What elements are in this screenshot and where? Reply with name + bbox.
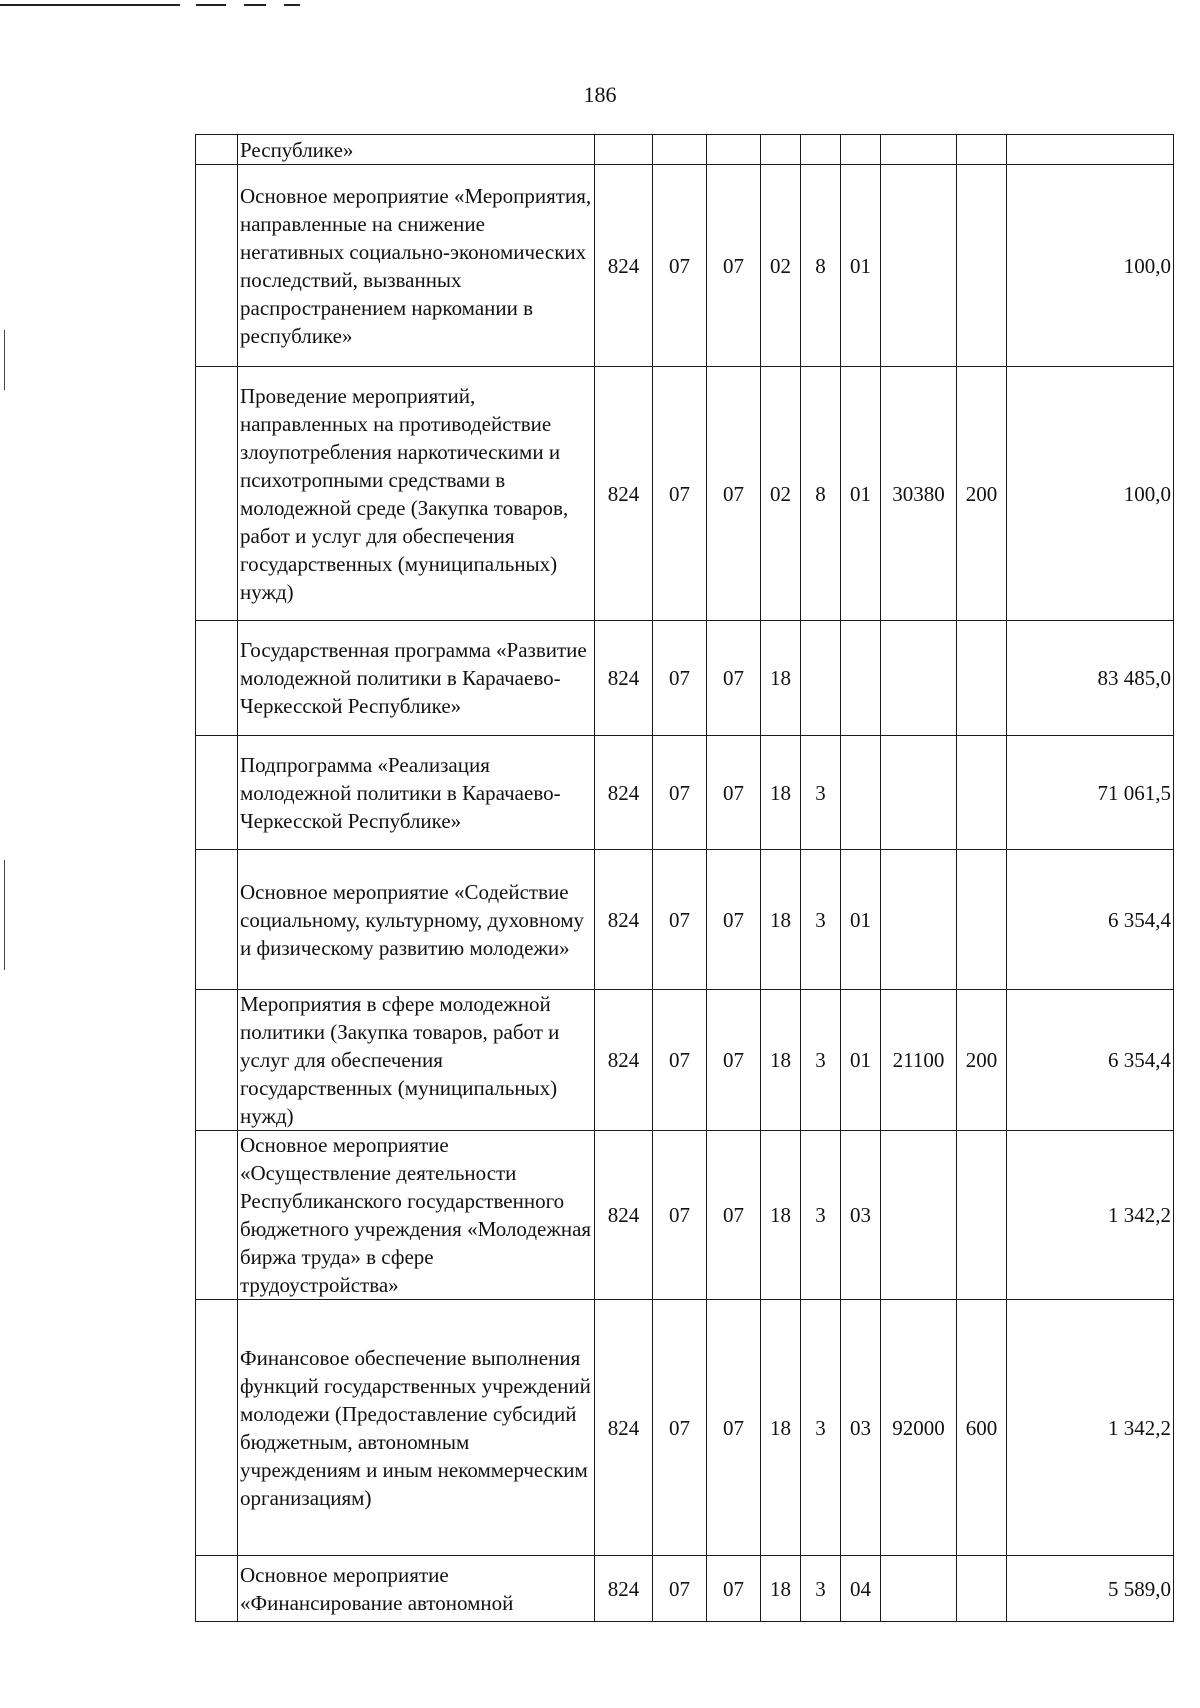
cell-description: Основное мероприятие «Финансирование автономной [238, 1556, 595, 1622]
cell-amount: 71 061,5 [1007, 736, 1174, 850]
cell-section: 07 [653, 990, 707, 1131]
cell-event: 03 [841, 1131, 881, 1300]
cell-direction: 21100 [881, 990, 957, 1131]
cell-subsection: 07 [707, 1556, 761, 1622]
scan-artifact-mark [4, 860, 5, 970]
cell-expense-type: 200 [957, 990, 1007, 1131]
cell-amount [1007, 135, 1174, 165]
cell-subprogram: 3 [801, 1300, 841, 1556]
cell-section: 07 [653, 1131, 707, 1300]
cell-section: 07 [653, 165, 707, 367]
cell-direction [881, 621, 957, 736]
cell-subprogram: 3 [801, 850, 841, 990]
cell-description: Финансовое обеспечение выполнения функций государственных учреждений молодежи (Предоставление субсидий бюджетным, автономным учреждениям и иным некоммерческим организациям) [238, 1300, 595, 1556]
cell-section: 07 [653, 736, 707, 850]
cell-direction [881, 1131, 957, 1300]
cell-subprogram: 3 [801, 1131, 841, 1300]
table-row [196, 1556, 1174, 1622]
page-number: 186 [583, 82, 617, 107]
cell-event: 01 [841, 990, 881, 1131]
cell-subprogram [801, 135, 841, 165]
cell-description: Основное мероприятие «Осуществление деятельности Республиканского государственного бюджетного учреждения «Молодежная биржа труда» в сфере трудоустройства» [238, 1131, 595, 1300]
cell-description: Проведение мероприятий, направленных на противодействие злоупотребления наркотическими и психотропными средствами в молодежной среде (Закупка товаров, работ и услуг для обеспечения государственных (муниципальных) нужд) [238, 367, 595, 621]
cell-section [653, 135, 707, 165]
table-row [196, 165, 1174, 367]
cell-subsection: 07 [707, 367, 761, 621]
cell-event: 01 [841, 367, 881, 621]
cell-subsection: 07 [707, 621, 761, 736]
cell-admin-code: 824 [595, 736, 653, 850]
cell-subprogram: 8 [801, 165, 841, 367]
cell-program: 02 [761, 165, 801, 367]
cell-description: Республике» [238, 135, 595, 165]
cell-description: Подпрограмма «Реализация молодежной политики в Карачаево-Черкесской Республике» [238, 736, 595, 850]
cell-section: 07 [653, 850, 707, 990]
cell-program: 18 [761, 621, 801, 736]
table-row [196, 367, 1174, 621]
cell-subsection: 07 [707, 1300, 761, 1556]
cell-expense-type [957, 165, 1007, 367]
cell-number [196, 135, 238, 165]
cell-subprogram: 3 [801, 1556, 841, 1622]
cell-section: 07 [653, 367, 707, 621]
cell-direction [881, 736, 957, 850]
table-row [196, 1300, 1174, 1556]
cell-amount: 100,0 [1007, 367, 1174, 621]
scan-artifact-line [0, 4, 310, 6]
cell-amount: 83 485,0 [1007, 621, 1174, 736]
cell-expense-type [957, 736, 1007, 850]
cell-event: 04 [841, 1556, 881, 1622]
table-row [196, 990, 1174, 1131]
cell-direction [881, 1556, 957, 1622]
cell-number [196, 736, 238, 850]
cell-amount: 1 342,2 [1007, 1300, 1174, 1556]
cell-number [196, 850, 238, 990]
cell-description: Основное мероприятие «Мероприятия, направленные на снижение негативных социально-экономических последствий, вызванных распространением наркомании в республике» [238, 165, 595, 367]
cell-amount: 6 354,4 [1007, 990, 1174, 1131]
cell-subprogram: 8 [801, 367, 841, 621]
cell-expense-type: 200 [957, 367, 1007, 621]
cell-amount: 1 342,2 [1007, 1131, 1174, 1300]
cell-subsection: 07 [707, 165, 761, 367]
cell-expense-type: 600 [957, 1300, 1007, 1556]
cell-event [841, 736, 881, 850]
cell-admin-code: 824 [595, 1300, 653, 1556]
cell-program: 18 [761, 1131, 801, 1300]
cell-direction [881, 135, 957, 165]
cell-section: 07 [653, 621, 707, 736]
cell-admin-code: 824 [595, 367, 653, 621]
cell-direction: 30380 [881, 367, 957, 621]
cell-number [196, 165, 238, 367]
cell-direction: 92000 [881, 1300, 957, 1556]
cell-admin-code: 824 [595, 165, 653, 367]
cell-direction [881, 165, 957, 367]
cell-admin-code: 824 [595, 990, 653, 1131]
cell-event [841, 621, 881, 736]
table-row [196, 135, 1174, 165]
cell-admin-code: 824 [595, 850, 653, 990]
cell-program: 18 [761, 850, 801, 990]
cell-event: 01 [841, 850, 881, 990]
cell-amount: 100,0 [1007, 165, 1174, 367]
table-row [196, 850, 1174, 990]
cell-program: 18 [761, 736, 801, 850]
cell-admin-code: 824 [595, 621, 653, 736]
cell-expense-type [957, 135, 1007, 165]
cell-subprogram: 3 [801, 736, 841, 850]
cell-subprogram: 3 [801, 990, 841, 1131]
cell-subsection: 07 [707, 990, 761, 1131]
cell-amount: 5 589,0 [1007, 1556, 1174, 1622]
cell-program: 18 [761, 1556, 801, 1622]
cell-program: 18 [761, 1300, 801, 1556]
cell-admin-code [595, 135, 653, 165]
budget-table [195, 134, 1174, 1622]
cell-subsection: 07 [707, 1131, 761, 1300]
table-body [196, 135, 1174, 1622]
cell-subsection: 07 [707, 736, 761, 850]
cell-number [196, 367, 238, 621]
cell-description: Государственная программа «Развитие молодежной политики в Карачаево-Черкесской Республике» [238, 621, 595, 736]
cell-amount: 6 354,4 [1007, 850, 1174, 990]
cell-subprogram [801, 621, 841, 736]
cell-number [196, 990, 238, 1131]
cell-direction [881, 850, 957, 990]
cell-event: 01 [841, 165, 881, 367]
cell-number [196, 1556, 238, 1622]
cell-subsection: 07 [707, 850, 761, 990]
cell-program: 18 [761, 990, 801, 1131]
scan-artifact-mark [4, 330, 5, 390]
cell-admin-code: 824 [595, 1556, 653, 1622]
cell-expense-type [957, 850, 1007, 990]
table-row [196, 736, 1174, 850]
cell-section: 07 [653, 1556, 707, 1622]
cell-number [196, 621, 238, 736]
cell-admin-code: 824 [595, 1131, 653, 1300]
table-row [196, 1131, 1174, 1300]
cell-description: Мероприятия в сфере молодежной политики (Закупка товаров, работ и услуг для обеспечения государственных (муниципальных) нужд) [238, 990, 595, 1131]
cell-expense-type [957, 621, 1007, 736]
table-row [196, 621, 1174, 736]
cell-program [761, 135, 801, 165]
cell-event [841, 135, 881, 165]
cell-section: 07 [653, 1300, 707, 1556]
cell-expense-type [957, 1131, 1007, 1300]
cell-subsection [707, 135, 761, 165]
cell-number [196, 1300, 238, 1556]
cell-number [196, 1131, 238, 1300]
cell-description: Основное мероприятие «Содействие социальному, культурному, духовному и физическому развитию молодежи» [238, 850, 595, 990]
cell-program: 02 [761, 367, 801, 621]
cell-event: 03 [841, 1300, 881, 1556]
cell-expense-type [957, 1556, 1007, 1622]
